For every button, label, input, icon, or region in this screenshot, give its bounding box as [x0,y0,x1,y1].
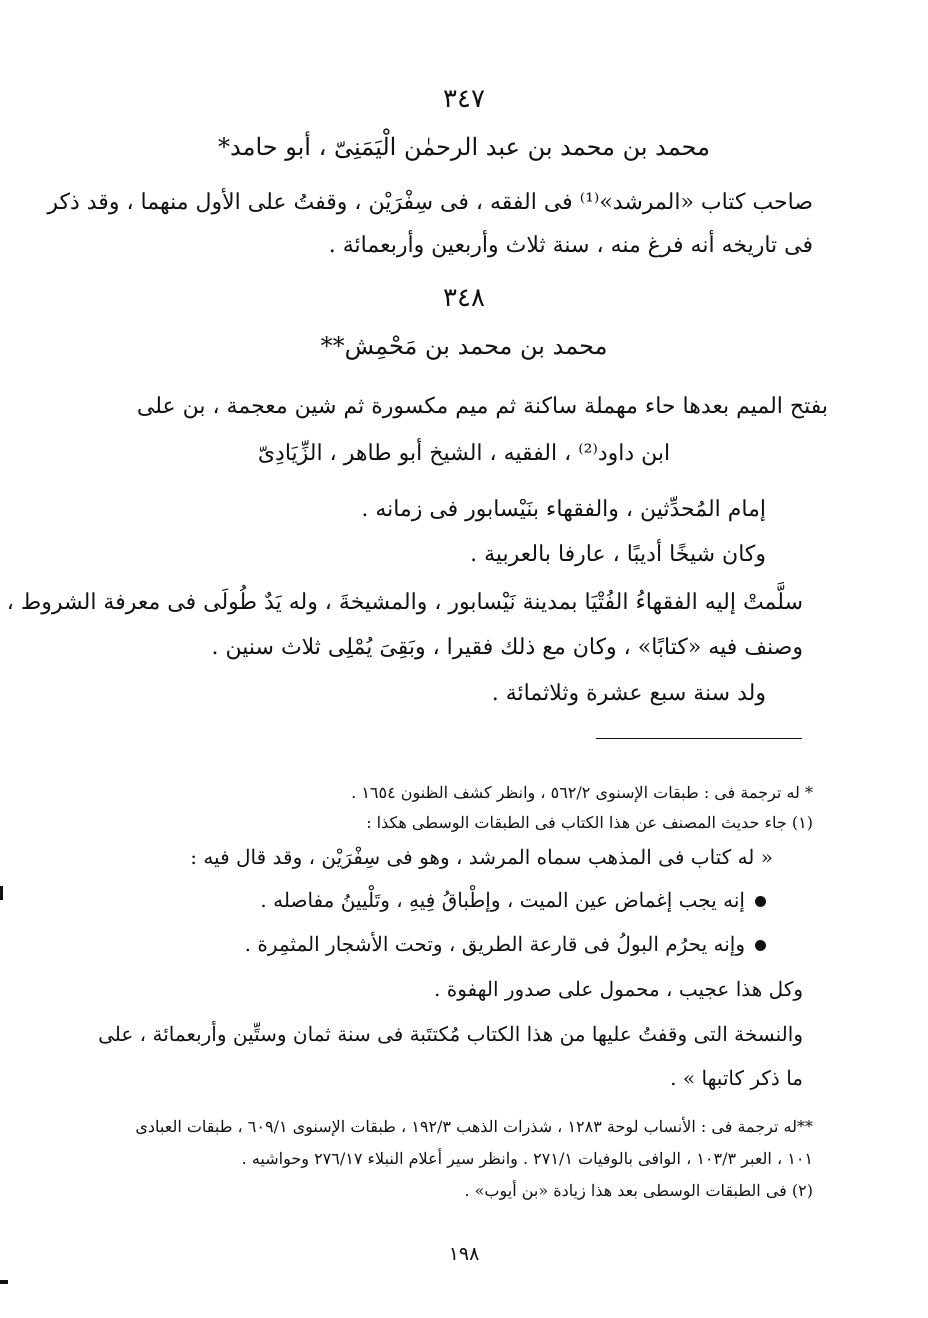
bullet-2-text: وإنه يحرُم البولُ فى قارعة الطريق ، وتحت الأشجار المثمِرة . [244,932,745,956]
footnote-double-star-line-1: **له ترجمة فى : الأنساب لوحة ١٢٨٣ ، شذرات الذهب ١٩٢/٣ ، طبقات الإسنوى ٦٠٩/١ ، طبقات العبادى [135,1117,813,1136]
footnote-2: (٢) فى الطبقات الوسطى بعد هذا زيادة «بن أيوب» . [464,1181,813,1200]
footnote-separator [596,738,802,739]
entry-347-heading: محمد بن محمد بن عبد الرحمٰن الْيَمَنِىّ ، أبو حامد* [218,133,710,161]
entry-348-number: ٣٤٨ [443,283,485,313]
footnote-quote-intro: « له كتاب فى المذهب سماه المرشد ، وهو فى سِفْرَيْن ، وقد قال فيه : [190,845,773,869]
entry-348-line-4: وكان شيخًا أديبًا ، عارفا بالعربية . [470,542,766,567]
entry-348-line-3: إمام المُحدِّثين ، والفقهاء بنَيْسابور فى زمانه . [361,497,766,522]
bullet-1-text: إنه يجب إغماض عين الميت ، وإطْباقُ فِيهِ ، وتَلْيينُ مفاصله . [260,888,745,912]
entry-348-line-7: ولد سنة سبع عشرة وثلاثمائة . [491,681,766,706]
entry-348-line-1: بفتح الميم بعدها حاء مهملة ساكنة ثم ميم مكسورة ثم شين معجمة ، بن على [136,394,828,419]
footnote-double-star-line-2: ١٠١ ، العبر ١٠٣/٣ ، الوافى بالوفيات ٢٧١/١ . وانظر سير أعلام النبلاء ٢٧٦/١٧ وحواشيه . [241,1149,813,1168]
footnote-1-intro: (١) جاء حديث المصنف عن هذا الكتاب فى الطبقات الوسطى هكذا : [366,813,813,832]
bullet-icon [755,896,766,907]
page-number: ١٩٨ [448,1243,480,1265]
scan-mark [0,886,3,900]
entry-347-number: ٣٤٧ [443,84,485,114]
footnote-quote-line-3: ما ذكر كاتبها » . [670,1066,803,1090]
entry-347-line-1: صاحب كتاب «المرشد»⁽¹⁾ فى الفقه ، فى سِفْرَيْن ، وقفتُ على الأول منهما ، وقد ذكر [47,190,813,215]
footnote-quote-line-2: والنسخة التى وقفتُ عليها من هذا الكتاب مُكتتَبة فى سنة ثمان وستِّين وأربعمائة ، على [98,1022,803,1046]
entry-348-line-6: وصنف فيه «كتابًا» ، وكان مع ذلك فقيرا ، وبَقِىَ يُمْلِى ثلاث سنين . [211,635,803,660]
entry-348-line-2: ابن داود⁽²⁾ ، الفقيه ، الشيخ أبو طاهر ، الزِّيَادِىّ [257,441,671,466]
scan-mark [0,1280,8,1284]
bullet-icon [755,940,766,951]
footnote-bullet-2 [245,932,766,956]
footnote-star: * له ترجمة فى : طبقات الإسنوى ٥٦٢/٢ ، وانظر كشف الظنون ١٦٥٤ . [351,783,813,802]
footnote-bullet-1 [260,888,766,912]
entry-347-line-2: فى تاريخه أنه فرغ منه ، سنة ثلاث وأربعين وأربعمائة . [328,233,813,258]
entry-348-heading: محمد بن محمد بن مَحْمِش** [320,332,608,360]
entry-348-line-5: سلَّمتْ إليه الفقهاءُ الفُتْيَا بمدينة نَيْسابور ، والمشيخةَ ، وله يَدٌ طُولَى فى معرفة الشروط ، [6,590,803,615]
footnote-quote-line-1: وكل هذا عجيب ، محمول على صدور الهفوة . [434,977,803,1001]
